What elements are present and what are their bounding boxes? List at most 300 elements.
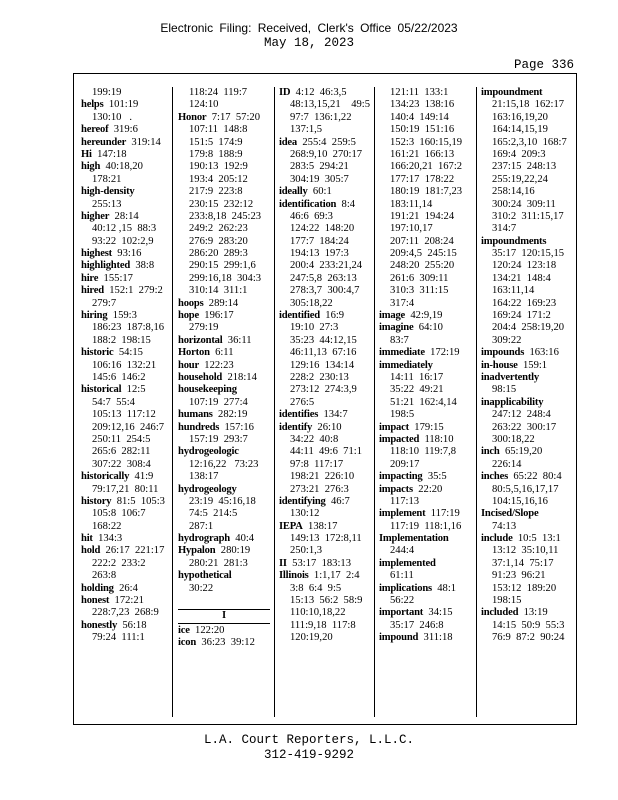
index-term: important bbox=[379, 607, 424, 619]
index-entry bbox=[279, 521, 371, 533]
index-entry bbox=[178, 199, 270, 211]
index-entry bbox=[379, 533, 471, 545]
index-entry bbox=[178, 298, 270, 310]
page-line-refs: 268:9,10 270:17 bbox=[290, 148, 363, 160]
index-entry bbox=[178, 459, 270, 471]
page-line-refs: 172:21 bbox=[114, 595, 144, 607]
page-line-refs: 8:4 bbox=[341, 198, 356, 210]
index-term: impacting bbox=[379, 471, 423, 483]
page-line-refs: 191:21 194:24 bbox=[390, 210, 455, 222]
page-line-refs: 249:2 262:23 bbox=[189, 223, 248, 235]
page-line-refs: 40:12 ,15 88:3 bbox=[92, 223, 157, 235]
page-line-refs: 28:14 bbox=[114, 210, 139, 222]
index-term: hiring bbox=[81, 310, 108, 322]
index-entry bbox=[481, 186, 573, 198]
page-line-refs: 305:18,22 bbox=[290, 297, 333, 309]
index-entry bbox=[178, 521, 270, 533]
page-line-refs: 177:17 178:22 bbox=[390, 173, 455, 185]
index-term: hydrogeology bbox=[178, 483, 237, 495]
index-entry bbox=[379, 471, 471, 483]
index-entry bbox=[379, 223, 471, 235]
page-line-refs: 166:20,21 167:2 bbox=[390, 161, 463, 173]
transcript-date: May 18, 2023 bbox=[263, 36, 354, 50]
page-line-refs: 46:11,13 67:16 bbox=[290, 347, 357, 359]
page-line-refs: 134:3 bbox=[98, 533, 123, 545]
index-entry bbox=[481, 174, 573, 186]
section-rule bbox=[178, 623, 270, 624]
section-letter: I bbox=[221, 610, 227, 622]
page-line-refs: 230:15 232:12 bbox=[189, 198, 254, 210]
index-entry bbox=[279, 570, 371, 582]
index-term: hour bbox=[178, 359, 199, 371]
page-line-refs: 179:15 bbox=[414, 421, 444, 433]
page-line-refs: 46:7 bbox=[330, 495, 350, 507]
index-entry bbox=[81, 223, 169, 235]
page-line-refs: 164:14,15,19 bbox=[492, 124, 548, 136]
index-term: impacts bbox=[379, 483, 413, 495]
column-divider bbox=[476, 87, 477, 717]
index-entry bbox=[279, 149, 371, 161]
index-entry bbox=[279, 372, 371, 384]
index-entry bbox=[279, 409, 371, 421]
page-line-refs: 110:10,18,22 bbox=[290, 607, 346, 619]
index-entry bbox=[481, 87, 573, 99]
page-line-refs: 23:19 45:16,18 bbox=[189, 495, 256, 507]
index-entry bbox=[279, 199, 371, 211]
page-line-refs: 37:1,14 75:17 bbox=[492, 557, 554, 569]
index-entry bbox=[81, 422, 169, 434]
index-entry bbox=[379, 211, 471, 223]
index-entry bbox=[178, 285, 270, 297]
index-entry bbox=[178, 124, 270, 136]
index-entry bbox=[279, 496, 371, 508]
index-entry bbox=[279, 446, 371, 458]
page-line-refs: 183:11,14 bbox=[390, 198, 433, 210]
index-entry bbox=[178, 236, 270, 248]
page-line-refs: 120:19,20 bbox=[290, 632, 333, 644]
page-line-refs: 287:1 bbox=[189, 520, 214, 532]
index-entry bbox=[481, 471, 573, 483]
page-line-refs: 317:4 bbox=[390, 297, 415, 309]
page-line-refs: 172:19 bbox=[430, 347, 460, 359]
page-line-refs: 276:9 283:20 bbox=[189, 235, 248, 247]
index-entry bbox=[379, 434, 471, 446]
index-term: implement bbox=[379, 508, 426, 520]
index-entry bbox=[379, 124, 471, 136]
index-entry bbox=[379, 161, 471, 173]
index-entry bbox=[81, 236, 169, 248]
index-entry bbox=[81, 260, 169, 272]
index-column-4 bbox=[379, 87, 471, 645]
index-entry bbox=[279, 422, 371, 434]
index-term: highest bbox=[81, 248, 112, 260]
page-line-refs: 311:18 bbox=[423, 632, 453, 644]
index-term: household bbox=[178, 371, 223, 383]
index-entry bbox=[481, 236, 573, 248]
index-entry bbox=[379, 521, 471, 533]
index-term: include bbox=[481, 533, 513, 545]
index-entry bbox=[379, 583, 471, 595]
page-line-refs: 188:2 198:15 bbox=[92, 334, 151, 346]
page-line-refs: 134:7 bbox=[323, 409, 348, 421]
index-entry bbox=[81, 521, 169, 533]
page-line-refs: 147:18 bbox=[97, 148, 127, 160]
page-line-refs: 105:13 117:12 bbox=[92, 409, 156, 421]
index-entry bbox=[81, 607, 169, 619]
index-entry bbox=[379, 112, 471, 124]
index-entry bbox=[81, 161, 169, 173]
page-line-refs: 319:6 bbox=[113, 124, 138, 136]
index-entry bbox=[81, 99, 169, 111]
index-term: housekeeping bbox=[178, 384, 237, 396]
index-column-1 bbox=[81, 87, 169, 645]
index-entry bbox=[481, 620, 573, 632]
index-entry bbox=[379, 459, 471, 471]
page-line-refs: 26:10 bbox=[317, 421, 342, 433]
page-line-refs: 98:15 bbox=[492, 384, 517, 396]
index-entry bbox=[178, 248, 270, 260]
page-line-refs: 42:9,19 bbox=[410, 310, 443, 322]
index-entry bbox=[178, 583, 270, 595]
page-line-refs: 279:19 bbox=[189, 322, 219, 334]
page-line-refs: 111:9,18 117:8 bbox=[290, 619, 356, 631]
page-line-refs: 30:22 bbox=[189, 582, 214, 594]
index-entry bbox=[481, 422, 573, 434]
index-entry bbox=[379, 347, 471, 359]
index-entry bbox=[279, 607, 371, 619]
page-line-refs: 53:17 183:13 bbox=[292, 557, 352, 569]
index-term: identifies bbox=[279, 409, 319, 421]
index-entry bbox=[178, 533, 270, 545]
page-line-refs: 117:19 118:1,16 bbox=[390, 520, 462, 532]
page-line-refs: 155:17 bbox=[103, 272, 133, 284]
page-line-refs: 105:8 106:7 bbox=[92, 508, 146, 520]
page-line-refs: 107:19 277:4 bbox=[189, 396, 248, 408]
index-entry bbox=[481, 533, 573, 545]
index-term: implemented bbox=[379, 557, 436, 569]
page-line-refs: 163:16,19,20 bbox=[492, 111, 548, 123]
index-term: icon bbox=[178, 637, 197, 649]
page-line-refs: 41:9 bbox=[134, 471, 154, 483]
index-entry bbox=[379, 199, 471, 211]
page-line-refs: 204:4 258:19,20 bbox=[492, 322, 565, 334]
index-term: holding bbox=[81, 582, 114, 594]
page-line-refs: 101:19 bbox=[108, 99, 139, 111]
index-term: historical bbox=[81, 384, 122, 396]
page-line-refs: 12:16,22 73:23 bbox=[189, 458, 259, 470]
page-line-refs: 124:10 bbox=[189, 99, 219, 111]
page-line-refs: 255:4 259:5 bbox=[302, 136, 356, 148]
page-line-refs: 106:16 132:21 bbox=[92, 359, 157, 371]
page-line-refs: 198:21 226:10 bbox=[290, 471, 355, 483]
index-entry bbox=[279, 360, 371, 372]
page-line-refs: 151:5 174:9 bbox=[189, 136, 243, 148]
index-entry bbox=[178, 273, 270, 285]
index-entry bbox=[481, 484, 573, 496]
page-line-refs: 34:15 bbox=[428, 607, 453, 619]
index-entry bbox=[481, 360, 573, 372]
page-line-refs: 165:2,3,10 168:7 bbox=[492, 136, 567, 148]
index-entry bbox=[379, 446, 471, 458]
index-term: identified bbox=[279, 310, 320, 322]
page-line-refs: 233:8,18 245:23 bbox=[189, 210, 262, 222]
page-line-refs: 107:11 148:8 bbox=[189, 124, 248, 136]
page-line-refs: 263:22 300:17 bbox=[492, 421, 557, 433]
index-term: history bbox=[81, 495, 112, 507]
index-entry bbox=[379, 496, 471, 508]
index-entry bbox=[178, 335, 270, 347]
page-line-refs: 168:22 bbox=[92, 520, 122, 532]
page-line-refs: 250:1,3 bbox=[290, 545, 323, 557]
page-line-refs: 40:4 bbox=[235, 533, 255, 545]
page-line-refs: 6:11 bbox=[215, 347, 234, 359]
index-entry bbox=[481, 496, 573, 508]
index-column-2 bbox=[178, 87, 270, 650]
page-line-refs: 273:21 276:3 bbox=[290, 483, 349, 495]
index-entry bbox=[279, 347, 371, 359]
page-line-refs: 164:22 169:23 bbox=[492, 297, 557, 309]
page-line-refs: 35:5 bbox=[427, 471, 447, 483]
page-line-refs: 279:7 bbox=[92, 297, 117, 309]
index-term: higher bbox=[81, 210, 110, 222]
index-term: hypothetical bbox=[178, 570, 232, 582]
index-entry bbox=[279, 174, 371, 186]
page-line-refs: 65:22 80:4 bbox=[513, 471, 562, 483]
page-number: Page 336 bbox=[513, 58, 574, 72]
page-line-refs: 10:5 13:1 bbox=[517, 533, 561, 545]
index-entry bbox=[481, 570, 573, 582]
page-line-refs: 118:10 bbox=[424, 433, 454, 445]
page-line-refs: 263:8 bbox=[92, 570, 117, 582]
index-entry bbox=[81, 322, 169, 334]
page-line-refs: 121:11 133:1 bbox=[390, 87, 449, 98]
page-line-refs: 35:22 49:21 bbox=[390, 384, 444, 396]
index-term: Incised/Slope bbox=[481, 508, 539, 520]
index-entry bbox=[279, 533, 371, 545]
page-line-refs: 138:17 bbox=[308, 520, 338, 532]
court-reporter-phone: 312-419-9292 bbox=[263, 748, 354, 762]
page-line-refs: 289:14 bbox=[208, 297, 239, 309]
index-entry bbox=[81, 360, 169, 372]
index-term: imagine bbox=[379, 322, 414, 334]
index-entry bbox=[481, 558, 573, 570]
index-entry bbox=[279, 285, 371, 297]
page-line-refs: 124:22 148:20 bbox=[290, 223, 355, 235]
page-line-refs: 278:3,7 300:4,7 bbox=[290, 285, 360, 297]
index-entry bbox=[178, 87, 270, 99]
page-line-refs: 44:11 49:6 71:1 bbox=[290, 446, 362, 458]
page-line-refs: 137:1,5 bbox=[290, 124, 323, 136]
index-entry bbox=[481, 161, 573, 173]
index-entry bbox=[279, 137, 371, 149]
index-term: II bbox=[279, 557, 287, 569]
page-line-refs: 309:22 bbox=[492, 334, 522, 346]
page-line-refs: 226:14 bbox=[492, 458, 522, 470]
index-term: Hypalon bbox=[178, 545, 216, 557]
court-reporter-name: L.A. Court Reporters, L.L.C. bbox=[203, 733, 415, 747]
index-entry bbox=[178, 471, 270, 483]
index-entry bbox=[178, 174, 270, 186]
page-line-refs: 228:2 230:13 bbox=[290, 371, 349, 383]
index-entry bbox=[178, 260, 270, 272]
page-line-refs: 54:7 55:4 bbox=[92, 396, 135, 408]
page-line-refs: 169:4 209:3 bbox=[492, 148, 546, 160]
page-line-refs: 65:19,20 bbox=[504, 446, 543, 458]
index-entry bbox=[178, 434, 270, 446]
index-entry bbox=[379, 174, 471, 186]
index-entry bbox=[379, 260, 471, 272]
index-entry bbox=[379, 322, 471, 334]
index-entry bbox=[279, 484, 371, 496]
index-entry bbox=[81, 484, 169, 496]
index-entry bbox=[379, 360, 471, 372]
index-entry bbox=[481, 607, 573, 619]
page-line-refs: 130:12 bbox=[290, 508, 320, 520]
page-line-refs: 79:24 111:1 bbox=[92, 632, 145, 644]
page-line-refs: 194:13 197:3 bbox=[290, 248, 349, 260]
page-line-refs: 150:19 151:16 bbox=[390, 124, 455, 136]
page-line-refs: 159:1 bbox=[522, 359, 548, 371]
page-line-refs: 140:4 149:14 bbox=[390, 111, 449, 123]
index-term: Hi bbox=[81, 148, 92, 160]
index-entry bbox=[379, 248, 471, 260]
index-entry bbox=[481, 211, 573, 223]
page-line-refs: 15:13 56:2 58:9 bbox=[290, 595, 363, 607]
page-line-refs: 178:21 bbox=[92, 173, 122, 185]
index-entry bbox=[481, 372, 573, 384]
page-line-refs: 35:17 246:8 bbox=[390, 619, 444, 631]
page-line-refs: 209:12,16 246:7 bbox=[92, 421, 165, 433]
page-line-refs: 130:10 . bbox=[92, 111, 133, 123]
page-line-refs: 307:22 308:4 bbox=[92, 458, 151, 470]
index-entry bbox=[379, 570, 471, 582]
index-entry bbox=[81, 434, 169, 446]
index-entry bbox=[379, 632, 471, 644]
page-line-refs: 74:13 bbox=[492, 520, 517, 532]
index-term: ice bbox=[178, 624, 190, 636]
index-entry bbox=[279, 236, 371, 248]
page-line-refs: 3:8 6:4 9:5 bbox=[290, 582, 342, 594]
index-entry bbox=[379, 186, 471, 198]
index-term: Horton bbox=[178, 347, 210, 359]
index-entry bbox=[279, 322, 371, 334]
index-entry bbox=[279, 112, 371, 124]
index-entry bbox=[379, 397, 471, 409]
page-line-refs: 13:12 35:10,11 bbox=[492, 545, 559, 557]
page-line-refs: 152:3 160:15,19 bbox=[390, 136, 463, 148]
index-entry bbox=[379, 384, 471, 396]
index-entry bbox=[178, 384, 270, 396]
index-entry bbox=[178, 322, 270, 334]
index-entry bbox=[379, 285, 471, 297]
index-entry bbox=[178, 360, 270, 372]
page-line-refs: 35:17 120:15,15 bbox=[492, 248, 565, 260]
index-term: impoundments bbox=[481, 235, 547, 247]
index-entry bbox=[481, 384, 573, 396]
index-entry bbox=[178, 545, 270, 557]
index-term: identify bbox=[279, 421, 313, 433]
index-entry bbox=[81, 397, 169, 409]
index-entry bbox=[178, 637, 270, 649]
index-entry bbox=[81, 285, 169, 297]
page-line-refs: 237:15 248:13 bbox=[492, 161, 557, 173]
index-entry bbox=[379, 137, 471, 149]
page-line-refs: 209:17 bbox=[390, 458, 420, 470]
index-entry bbox=[481, 545, 573, 557]
index-entry bbox=[178, 409, 270, 421]
index-column-3 bbox=[279, 87, 371, 645]
index-entry bbox=[481, 223, 573, 235]
index-term: inches bbox=[481, 471, 509, 483]
page-line-refs: 97:8 117:17 bbox=[290, 458, 344, 470]
index-entry bbox=[178, 211, 270, 223]
index-entry bbox=[481, 446, 573, 458]
index-term: Honor bbox=[178, 111, 207, 123]
index-entry bbox=[279, 124, 371, 136]
index-entry bbox=[481, 508, 573, 520]
index-term: hydrogeologic bbox=[178, 446, 239, 458]
index-term: humans bbox=[178, 409, 213, 421]
index-entry bbox=[481, 273, 573, 285]
index-term: image bbox=[379, 310, 406, 322]
index-term: inadvertently bbox=[481, 371, 540, 383]
page-line-refs: 93:16 bbox=[117, 248, 142, 260]
index-term: hire bbox=[81, 272, 99, 284]
index-entry bbox=[481, 595, 573, 607]
index-entry bbox=[81, 174, 169, 186]
index-entry bbox=[81, 459, 169, 471]
index-entry bbox=[279, 459, 371, 471]
page-line-refs: 4:12 46:3,5 bbox=[295, 87, 347, 98]
index-entry bbox=[81, 533, 169, 545]
index-term: identifying bbox=[279, 495, 326, 507]
index-term: highlighted bbox=[81, 260, 131, 272]
index-entry bbox=[379, 422, 471, 434]
page-line-refs: 120:24 123:18 bbox=[492, 260, 557, 272]
page-line-refs: 280:21 281:3 bbox=[189, 557, 248, 569]
page-line-refs: 265:6 282:11 bbox=[92, 446, 151, 458]
index-entry bbox=[279, 632, 371, 644]
index-entry bbox=[379, 149, 471, 161]
index-entry bbox=[279, 471, 371, 483]
page-line-refs: 250:11 254:5 bbox=[92, 433, 151, 445]
page-line-refs: 290:15 299:1,6 bbox=[189, 260, 256, 272]
index-entry bbox=[81, 186, 169, 198]
index-entry bbox=[178, 186, 270, 198]
index-entry bbox=[379, 508, 471, 520]
index-term: historically bbox=[81, 471, 130, 483]
index-entry bbox=[481, 632, 573, 644]
index-entry bbox=[178, 161, 270, 173]
index-entry bbox=[178, 625, 270, 637]
page-line-refs: 319:14 bbox=[131, 136, 161, 148]
index-entry bbox=[279, 397, 371, 409]
index-term: impound bbox=[379, 632, 419, 644]
index-term: Illinois bbox=[279, 570, 309, 582]
index-entry bbox=[81, 149, 169, 161]
index-entry bbox=[279, 99, 371, 111]
index-entry bbox=[178, 372, 270, 384]
index-entry bbox=[279, 211, 371, 223]
page-line-refs: 299:16,18 304:3 bbox=[189, 272, 262, 284]
page-line-refs: 177:7 184:24 bbox=[290, 235, 349, 247]
index-entry bbox=[379, 310, 471, 322]
index-entry bbox=[481, 397, 573, 409]
index-term: hundreds bbox=[178, 421, 220, 433]
page-line-refs: 26:4 bbox=[119, 582, 138, 594]
page-line-refs: 80:5,5,16,17,17 bbox=[492, 483, 559, 495]
index-entry bbox=[481, 347, 573, 359]
